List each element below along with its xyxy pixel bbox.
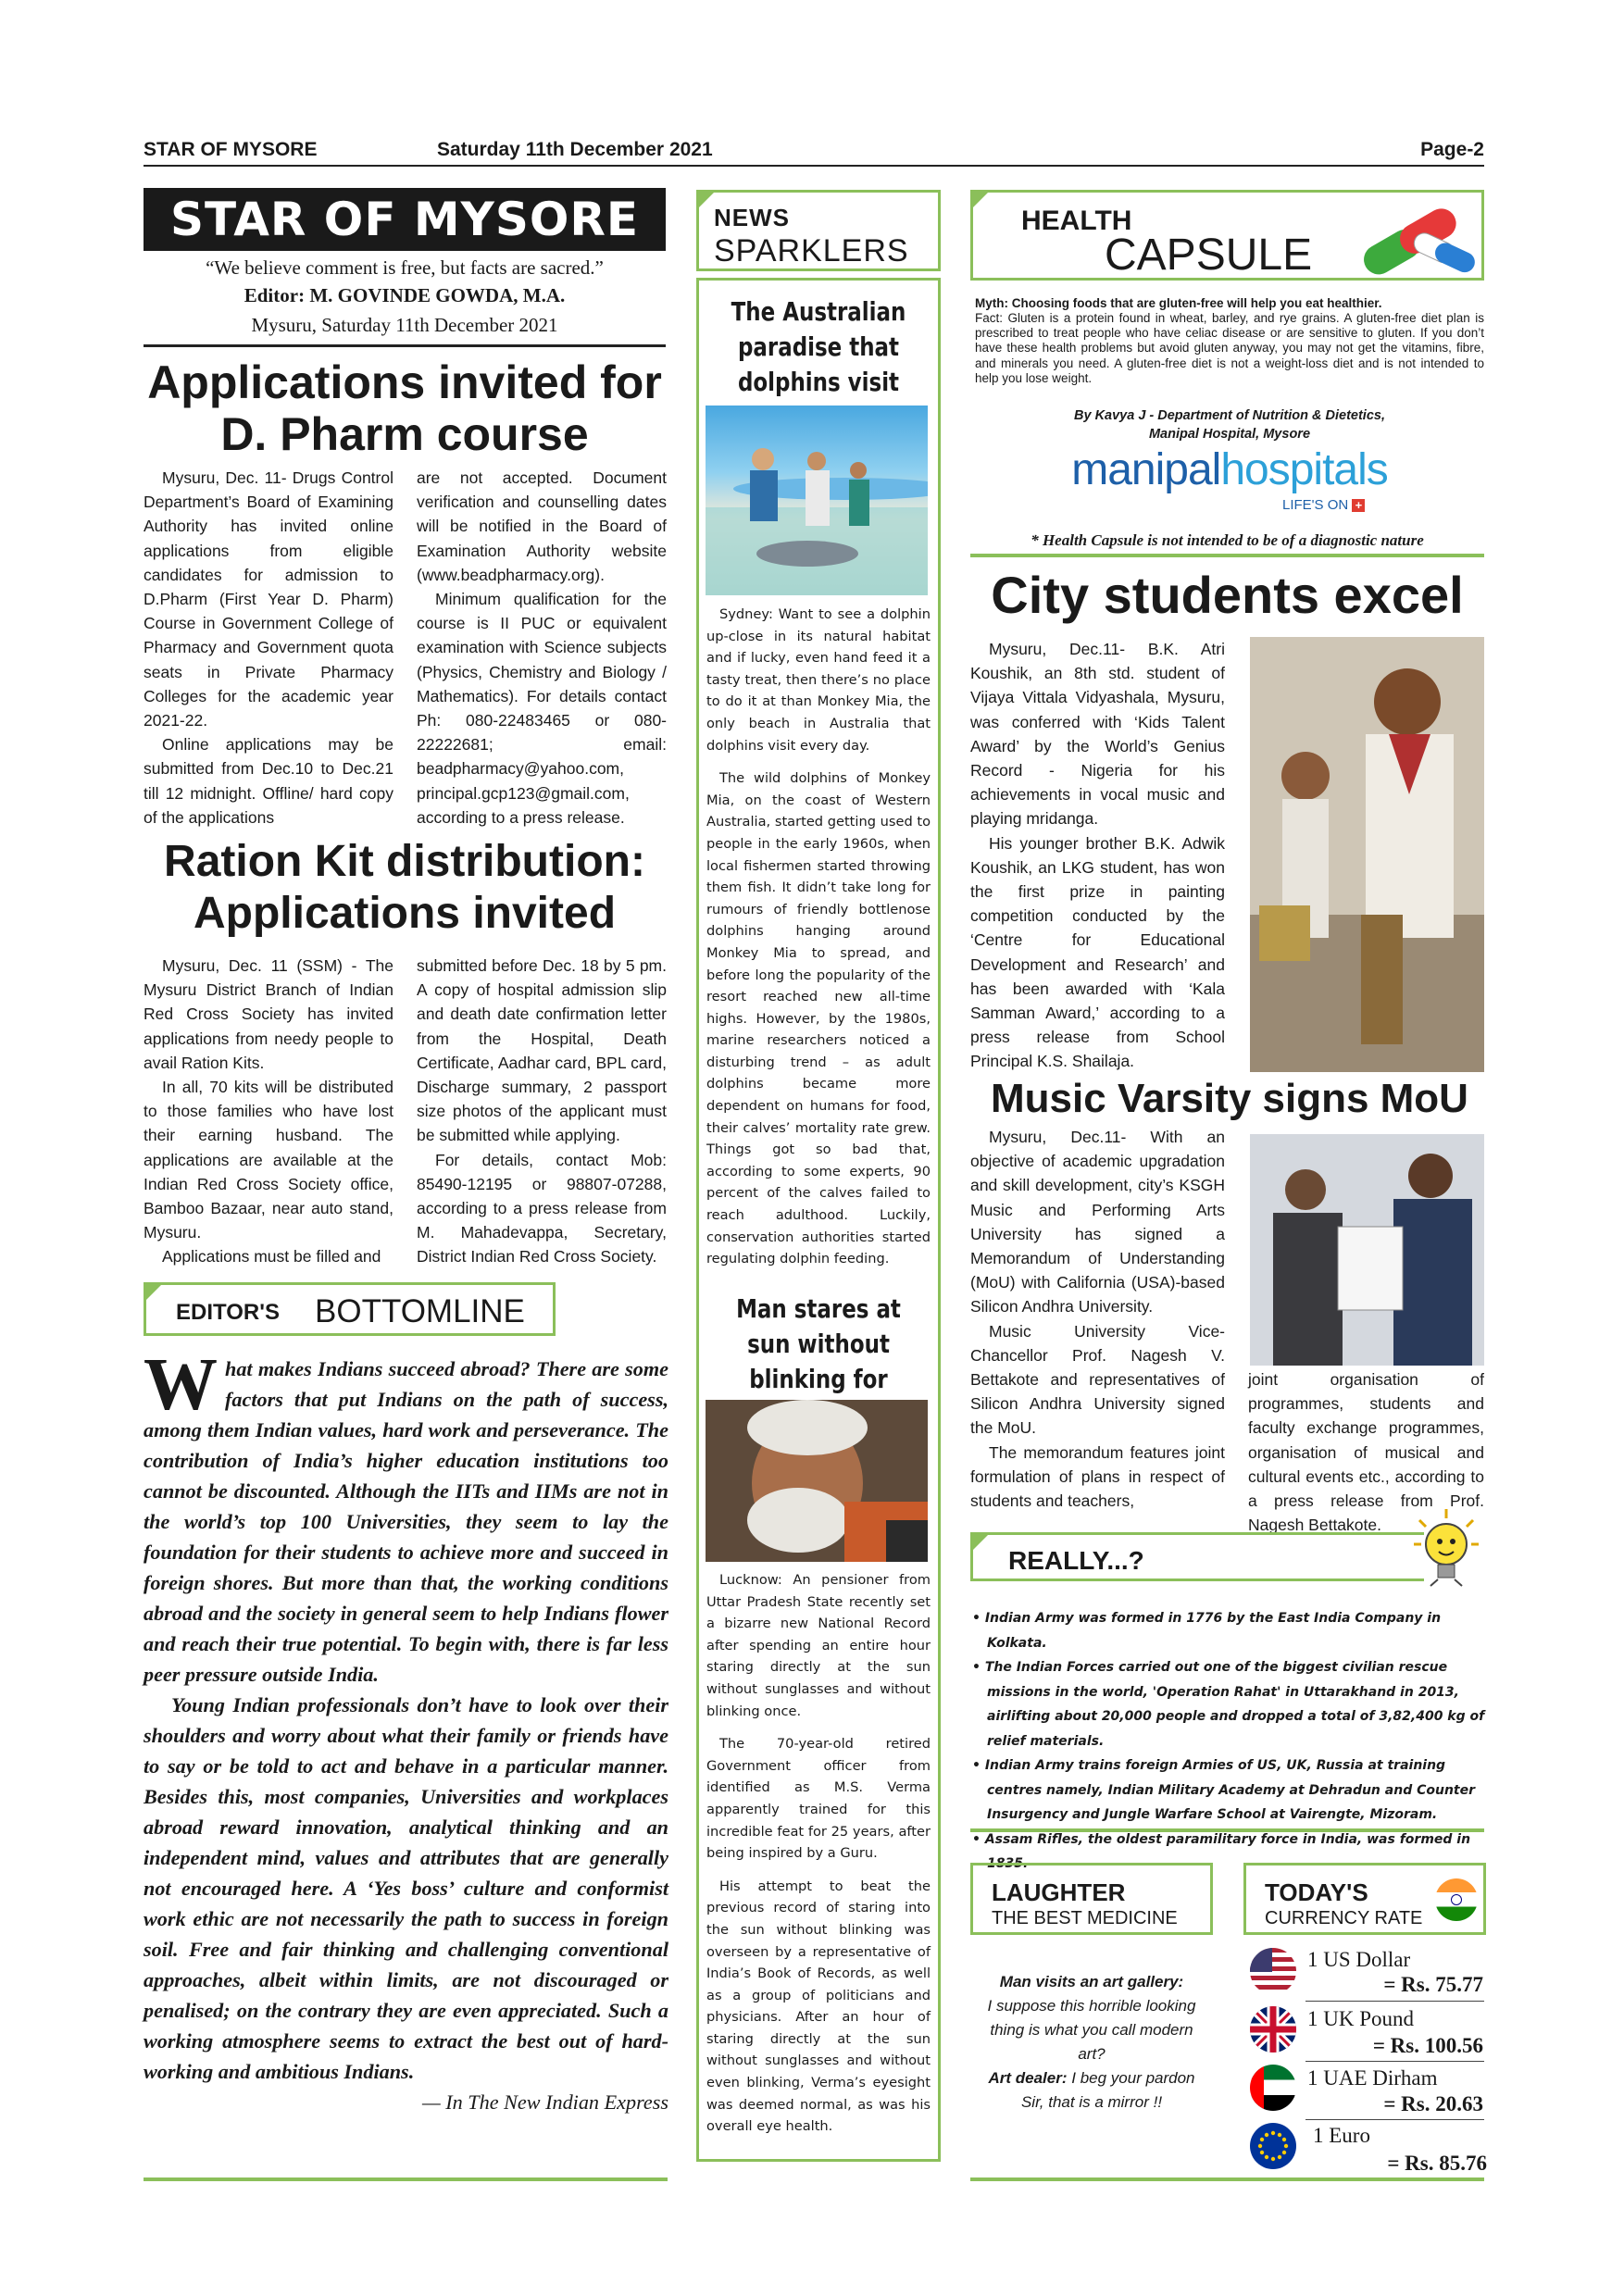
drop-cap: W — [144, 1344, 218, 1426]
editor-bottomline-body — [144, 1344, 668, 2117]
dolphin-paragraph: The wild dolphins of Monkey Mia, on the coast of Western Australia, started getting used to people in the early 1960s, when local fishermen started throwing them fish. It didn’t take long for rumours of friendly bottlenose dolphins hanging around Monkey Mia to spread, and before long the popularity of the resort reached new all-time highs. However, by the 1980s, marine researchers noticed a disturbing trend – as adult dolphins became more dependent on humans for food, their calves’ mortality rate grew. Things got so bad that, according to some experts, 90 percent of the calves failed to reach adulthood. Luckily, conservation authorities started regulating dolphin feeding. — [706, 770, 931, 1267]
left-bottom-rule — [144, 2177, 668, 2181]
corner-triangle-icon — [144, 1282, 164, 1303]
currency-value-eur: = Rs. 85.76 — [1387, 2152, 1487, 2175]
pharm-paragraph: are not accepted. Document verification and counselling dates will be notified in the Board of Examination Authority website (www.beadpharmacy.org). — [417, 468, 667, 584]
editor-source: — In The New Indian Express — [421, 2090, 668, 2114]
editor-bottomline-label-box — [144, 1282, 556, 1336]
pharm-paragraph: Mysuru, Dec. 11- Drugs Control Department’s Board of Examining Authority has invited online applications from eligible candidates for admission to D.Pharm (First Year D. Pharm) Course in Government College of Pharmacy and Government quota seats in Private Pharmacy Colleges for the academic year 2021-22. — [144, 468, 394, 730]
city-students-paragraph: His younger brother B.K. Adwik Koushik, an LKG student, has won the first prize in painting competition conducted by the ‘Centre for Educational Development and Research’ and has been awarded with ‘Kala Samman Award,’ according to a press release from School Principal K.S. Shailaja. — [970, 833, 1225, 1071]
currency-unit-eur: 1 Euro — [1313, 2124, 1370, 2147]
india-flag-icon — [1435, 1878, 1478, 1921]
dolphin-headline: The Australian paradise that dolphins visit — [731, 296, 906, 397]
really-label-box — [970, 1532, 1424, 1581]
manipal-logo — [975, 444, 1484, 495]
laughter-label-box — [970, 1863, 1213, 1935]
music-varsity-paragraph: The memorandum features joint formulation of plans in respect of students and teachers, — [970, 1442, 1225, 1511]
corner-triangle-icon — [970, 190, 991, 210]
editor-label-light: BOTTOMLINE — [315, 1293, 525, 1329]
ration-paragraph: For details, contact Mob: 85490-12195 or 98807-07288, according to a press release from M. Mahadevappa, Secretary, District Indian Red Cross Society. — [417, 1150, 667, 1267]
pharm-column-1 — [144, 466, 394, 830]
editor-paragraph-1: What makes Indians succeed abroad? There are some factors that put Indians on the path of success, among them Indian values, hard work and perseverance. The contribution of India’s higher education institutions too cannot be discounted. Although the IITs and IIMs are not in the world’s top 100 Universities, they seem to lay the foundation for their students to achieve more and succeed in foreign shores. But more than that, the working conditions abroad and the society in general seem to help Indians flower and reach their true potential. To begin with, there is far less peer pressure outside India. — [144, 1344, 668, 1686]
eu-flag-icon — [1250, 2123, 1296, 2169]
really-fact: • The Indian Forces carried out one of the biggest civilian rescue missions in the world, 'Operation Rahat' in Uttarakhand in 2013, airlifting about 20,000 people and dropped a total of 3,82,400 kg of relief materials. — [972, 1660, 1485, 1749]
health-label-bold: HEALTH — [1021, 206, 1132, 236]
currency-underline — [1305, 2001, 1484, 2002]
sun-body — [706, 1569, 931, 2138]
music-varsity-headline: Music Varsity signs MoU — [991, 1076, 1468, 1121]
pharm-headline: Applications invited for D. Pharm course — [147, 356, 662, 460]
uk-flag-icon — [1250, 2006, 1296, 2053]
sun-paragraph: The 70-year-old retired Government officer from identified as M.S. Verma apparently trained for this incredible feat for 25 years, after being inspired by a Guru. — [706, 1736, 931, 1862]
laughter-joke — [970, 1970, 1213, 2115]
masthead-rule — [144, 344, 666, 347]
students-illustration — [1250, 637, 1484, 1072]
dolphin-body — [706, 604, 931, 1270]
dolphin-photo — [706, 406, 928, 595]
health-fact: Fact: Gluten is a protein found in wheat, barley, and rye grains. A gluten-free diet plan is prescribed to treat people who have celiac disease or are sensitive to gluten. If you don’t have these health problems but avoid gluten anyway, you may not get the vitamins, fibre, and minerals you need. A gluten-free diet is not a weight-loss diet and is not intended to help you lose weight. — [975, 311, 1484, 385]
really-facts-list — [972, 1606, 1486, 1877]
mou-photo — [1250, 1134, 1484, 1366]
pharm-paragraph: Online applications may be submitted from Dec.10 to Dec.21 till 12 midnight. Offline/ hard copy of the applications — [144, 735, 394, 827]
masthead-title: STAR OF MYSORE — [169, 193, 640, 246]
laughter-line-2: Art dealer: I beg your pardon Sir, that is a mirror !! — [988, 2069, 1195, 2111]
manipal-logo-word2: hospitals — [1220, 445, 1388, 494]
really-fact: • Indian Army was formed in 1776 by the East India Company in Kolkata. — [972, 1611, 1442, 1651]
lightbulb-icon — [1412, 1507, 1481, 1595]
uae-flag-icon — [1250, 2065, 1296, 2111]
ration-paragraph: Applications must be filled and — [162, 1247, 381, 1267]
health-byline-2: Manipal Hospital, Mysore — [1148, 427, 1311, 442]
news-sparklers-label-box — [696, 190, 941, 271]
header-rule — [144, 165, 1484, 167]
sun-starer-illustration — [706, 1400, 928, 1562]
currency-unit-aed: 1 UAE Dirham — [1307, 2066, 1438, 2090]
health-disclaimer: * Health Capsule is not intended to be of a diagnostic nature — [1031, 531, 1424, 549]
ration-paragraph: In all, 70 kits will be distributed to those families who have lost their earning husband. The applications are available at the Indian Red Cross Society office, Bamboo Bazaar, near auto stand, Mysuru. — [144, 1078, 394, 1242]
currency-underline — [1305, 2061, 1484, 2062]
music-varsity-paragraph: Mysuru, Dec.11- With an objective of academic upgradation and skill development, city’s KSGH Music and Performing Arts University has signed a Memorandum of Understanding (MoU) with California (USA)-based Silicon Andhra University. — [970, 1128, 1225, 1316]
sun-starer-photo — [706, 1400, 928, 1562]
laughter-label-light: THE BEST MEDICINE — [992, 1908, 1178, 1928]
news-label-light: SPARKLERS — [714, 233, 909, 268]
capsule-pill-icon — [1348, 194, 1487, 278]
health-byline-1: By Kavya J - Department of Nutrition & Dietetics, — [1074, 408, 1385, 423]
pharm-paragraph: Minimum qualification for the course is II PUC or equivalent examination with Science subjects (Physics, Chemistry and Biology / Mathematics). For details contact Ph: 080-22483465 or 080-22222681; email: beadpharmacy@yahoo.com, principal.gcp123@gmail.com, according to a press release. — [417, 590, 667, 827]
currency-label-box — [1243, 1863, 1486, 1935]
music-varsity-column-1 — [970, 1125, 1225, 1513]
currency-label-bold: TODAY'S — [1265, 1878, 1368, 1906]
ration-paragraph: submitted before Dec. 18 by 5 pm. A copy of hospital admission slip and death date confirmation letter from the Hospital, Death Certificate, Aadhar card, BPL card, Discharge summary, 2 passport size photos of the applicant must be submitted while applying. — [417, 956, 667, 1145]
health-capsule-label-box — [970, 190, 1484, 281]
pharm-column-2 — [417, 466, 667, 830]
currency-value-gbp: = Rs. 100.56 — [1372, 2034, 1483, 2057]
dolphin-paragraph: Sydney: Want to see a dolphin up-close in its natural habitat and if lucky, even hand feed it a tasty treat, then there’s no place to do it at than Monkey Mia, the only beach in Australia that dolphins visit every day. — [706, 606, 931, 754]
music-varsity-column-2: joint organisation of programmes, students and faculty exchange programmes, organisation of musical and cultural events etc., according to a press release from Prof. Nagesh Bettakote. — [1248, 1370, 1484, 1535]
mou-signing-illustration — [1250, 1134, 1484, 1366]
currency-unit-gbp: 1 UK Pound — [1307, 2007, 1415, 2030]
health-label-light: CAPSULE — [1105, 231, 1313, 280]
manipal-tagline: LIFE'S ON + — [1282, 497, 1365, 513]
really-bottom-rule — [970, 1828, 1484, 1832]
sun-headline: Man stares at sun without blinking for — [736, 1293, 901, 1394]
dolphin-illustration — [706, 406, 928, 595]
sun-paragraph: Lucknow: An pensioner from Uttar Pradesh State recently set a bizarre new National Record after spending an entire hour staring directly at the sun without sunglasses and without blinking once. — [706, 1572, 931, 1719]
editor-paragraph-2: Young Indian professionals don’t have to look over their shoulders and worry about what their family or friends have to say or be told to act and behave in a particular manner. Besides this, most companies, Universities and workplaces abroad reward innovation, analytical thinking and an independent mind, values and attributes that are generally not encouraged here. A ‘Yes boss’ culture and conformist work ethic are not necessarily the path to success in foreign soil. Free and fair thinking and challenging conventional approaches, albeit within limits, are not discouraged or penalised; on the contrary they are even appreciated. Such a working atmosphere seems to extract the best out of hard-working and ambitious Indians. — [144, 1693, 668, 2083]
masthead-editor: Editor: M. GOVINDE GOWDA, M.A. — [244, 284, 566, 306]
currency-label-light: CURRENCY RATE — [1265, 1908, 1423, 1928]
laughter-line-1: I suppose this horrible looking thing is what you call modern art? — [987, 1997, 1196, 2063]
city-students-paragraph: Mysuru, Dec.11- B.K. Atri Koushik, an 8th std. student of Vijaya Vittala Vidyashala, Mysuru, was conferred with ‘Kids Talent Award’ by the World’s Genius Record - Nigeria for his achievements in vocal music and playing mridanga. — [970, 640, 1225, 829]
currency-underline — [1305, 2119, 1484, 2120]
corner-triangle-icon — [970, 1532, 991, 1553]
header-paper-name: STAR OF MYSORE — [144, 139, 318, 160]
ration-column-1 — [144, 954, 394, 1269]
students-photo — [1250, 637, 1484, 1072]
ration-headline: Ration Kit distribution: Applications invited — [164, 837, 645, 938]
currency-value-aed: = Rs. 20.63 — [1383, 2092, 1483, 2115]
manipal-logo-word1: manipal — [1071, 445, 1221, 494]
really-fact: • Assam Rifles, the oldest paramilitary force in India, was formed in 1835. — [972, 1831, 1471, 1871]
sun-paragraph: His attempt to beat the previous record of staring into the sun without blinking was overseen by a representative of India’s Book of Records, as well as a group of politicians and physicians. After an hour of staring directly at the sun without sunglasses and without even blinking, Verma’s eyesight was deemed normal, as was his overall eye health. — [706, 1878, 931, 2135]
ration-column-2 — [417, 954, 667, 1269]
right-bottom-rule — [970, 2177, 1484, 2181]
really-label: REALLY...? — [1008, 1546, 1144, 1575]
currency-value-usd: = Rs. 75.77 — [1383, 1973, 1483, 1996]
ration-paragraph: Mysuru, Dec. 11 (SSM) - The Mysuru District Branch of Indian Red Cross Society has invited applications from needy people to avail Ration Kits. — [144, 956, 394, 1072]
usa-flag-icon — [1250, 1948, 1296, 1994]
header-page-number: Page-2 — [1420, 139, 1484, 160]
music-varsity-paragraph: Music University Vice-Chancellor Prof. Nagesh V. Bettakote and representatives of Silicon Andhra University signed the MoU. — [970, 1321, 1225, 1438]
laughter-speaker-1: Man visits an art gallery: — [999, 1973, 1184, 1990]
health-myth: Myth: Choosing foods that are gluten-free will help you eat healthier. — [975, 296, 1382, 310]
city-students-body — [970, 637, 1225, 1074]
currency-unit-usd: 1 US Dollar — [1307, 1948, 1411, 1971]
health-bottom-rule — [970, 554, 1484, 557]
masthead-dateline: Mysuru, Saturday 11th December 2021 — [251, 314, 558, 336]
masthead-motto: “We believe comment is free, but facts are sacred.” — [206, 256, 604, 279]
laughter-label-bold: LAUGHTER — [992, 1878, 1126, 1906]
masthead-banner — [144, 188, 666, 251]
news-label-bold: NEWS — [714, 204, 790, 231]
editor-label-bold: EDITOR'S — [176, 1300, 280, 1325]
header-date: Saturday 11th December 2021 — [437, 139, 713, 160]
city-students-headline: City students excel — [991, 566, 1464, 624]
page-header — [144, 139, 1484, 163]
really-fact: • Indian Army trains foreign Armies of US, UK, Russia at training centres namely, Indian Military Academy at Dehradun and Counter Insurgency and Jungle Warfare School at Vairengte, Mizoram. — [972, 1758, 1476, 1822]
plus-icon: + — [1352, 499, 1365, 512]
